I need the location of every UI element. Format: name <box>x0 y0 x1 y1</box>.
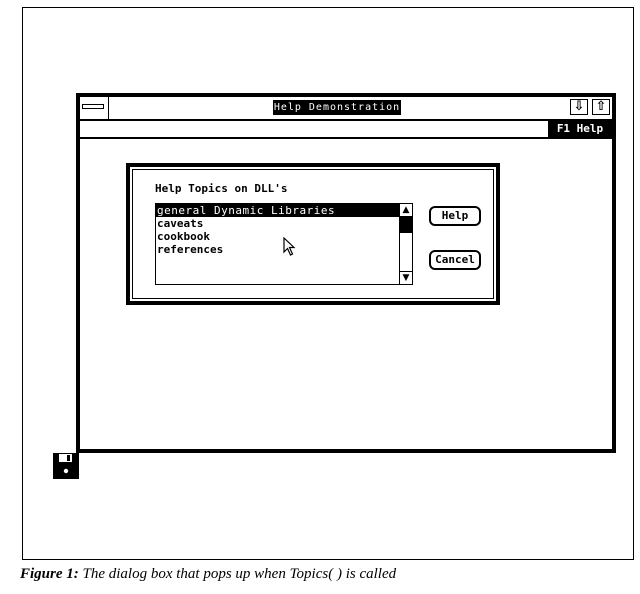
scroll-up-icon[interactable]: ▲ <box>400 204 412 217</box>
maximize-button[interactable]: ⇧ <box>592 99 610 115</box>
list-item[interactable]: cookbook <box>157 230 210 243</box>
scroll-down-icon[interactable]: ▼ <box>400 271 412 284</box>
list-item[interactable]: references <box>157 243 224 256</box>
topics-list <box>156 204 399 256</box>
title-bar <box>80 97 612 121</box>
title-divider <box>108 97 109 119</box>
menu-bar <box>80 121 612 139</box>
floppy-disk-icon <box>52 452 80 480</box>
vertical-scrollbar[interactable] <box>399 204 412 284</box>
help-button[interactable]: Help <box>429 206 481 226</box>
dialog-title: Help Topics on DLL's <box>155 182 288 195</box>
cancel-button[interactable]: Cancel <box>429 250 481 270</box>
window-title: Help Demonstration <box>273 102 401 113</box>
list-item[interactable]: caveats <box>157 217 204 230</box>
dialog-inner-border <box>132 169 494 299</box>
menu-item-f1-help[interactable]: F1 Help <box>548 121 612 137</box>
system-menu-button[interactable] <box>82 101 104 113</box>
scroll-thumb[interactable] <box>400 217 412 233</box>
caption-label: Figure 1: <box>20 566 79 582</box>
caption-text: The dialog box that pops up when Topics( ) is called <box>78 566 397 582</box>
list-item[interactable]: general Dynamic Libraries <box>156 204 399 217</box>
mouse-pointer-icon <box>283 237 297 257</box>
figure-caption <box>20 566 396 583</box>
system-menu-icon <box>82 104 104 109</box>
minimize-button[interactable]: ⇩ <box>570 99 588 115</box>
help-topics-dialog <box>126 163 500 305</box>
